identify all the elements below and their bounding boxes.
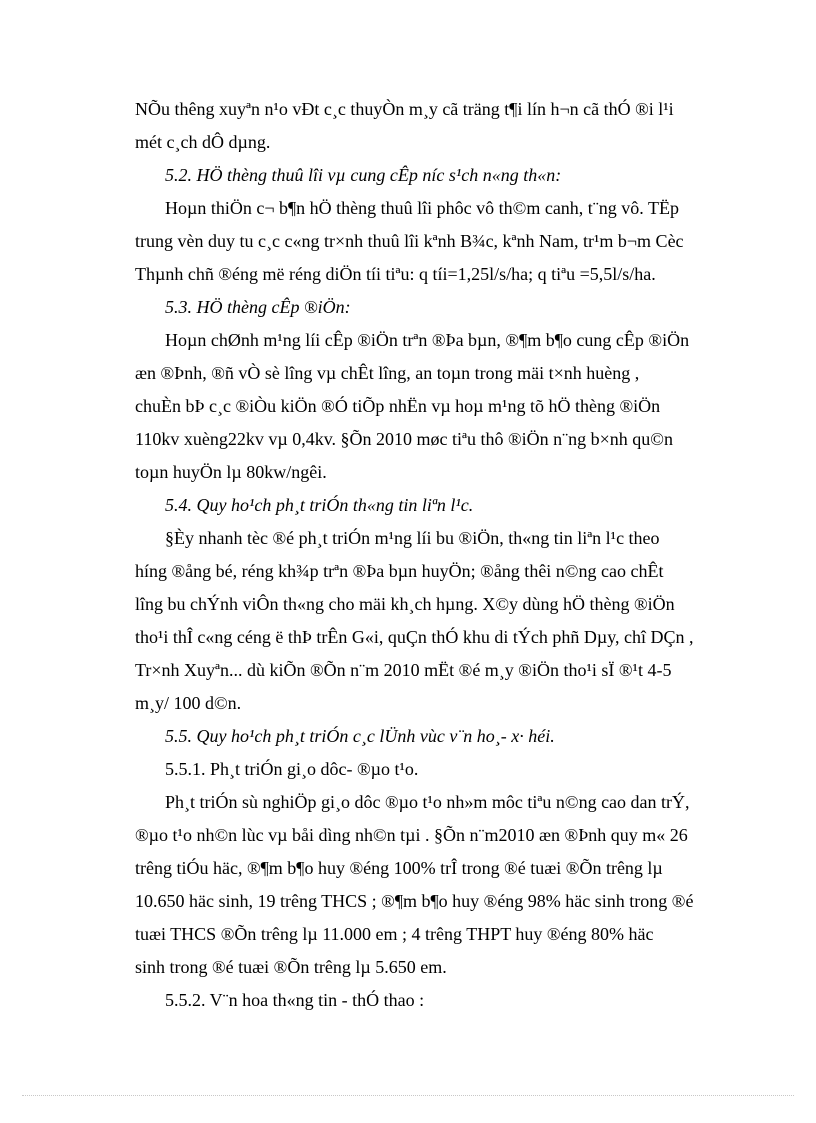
section-heading: 5.5. Quy ho¹ch ph¸t triÓn c¸c lÜnh vùc v¨n ho¸- x· héi. bbox=[165, 726, 555, 746]
subsection-heading: 5.5.2. V¨n hoa th«ng tin - thÓ thao : bbox=[165, 990, 425, 1010]
subsection-heading: 5.5.1. Ph¸t triÓn gi¸o dôc- ®µo t¹o. bbox=[165, 759, 419, 779]
paragraph-line: Hoµn chØnh m¹ng líi cÊp ®iÖn trªn ®Þa bµn, ®¶m b¶o cung cÊp ®iÖn bbox=[165, 330, 690, 350]
section-heading: 5.3. HÖ thèng cÊp ®iÖn: bbox=[165, 297, 351, 317]
paragraph-line: m¸y/ 100 d©n. bbox=[135, 693, 242, 713]
paragraph-line: mét c¸ch dÔ dµng. bbox=[135, 132, 271, 152]
paragraph-line: 10.650 häc sinh, 19 trêng THCS ; ®¶m b¶o huy ®éng 98% häc sinh trong ®é bbox=[135, 891, 694, 911]
paragraph-line: sinh trong ®é tuæi ®Õn trêng lµ 5.650 em. bbox=[135, 957, 447, 977]
paragraph-line: chuÈn bÞ c¸c ®iÒu kiÖn ®Ó tiÕp nhËn vµ hoµ m¹ng tõ hÖ thèng ®iÖn bbox=[135, 396, 661, 416]
paragraph-line: toµn huyÖn lµ 80kw/ngêi. bbox=[135, 462, 327, 482]
section-heading: 5.4. Quy ho¹ch ph¸t triÓn th«ng tin liªn l¹c. bbox=[165, 495, 474, 515]
paragraph-line: trung vèn duy tu c¸c c«ng tr×nh thuû lîi kªnh B¾c, kªnh Nam, tr¹m b¬m Cèc bbox=[135, 231, 684, 251]
paragraph-line: tuæi THCS ®Õn trêng lµ 11.000 em ; 4 trêng THPT huy ®éng 80% häc bbox=[135, 924, 654, 944]
paragraph-line: híng ®ång bé, réng kh¾p trªn ®Þa bµn huyÖn; ®ång thêi n©ng cao chÊt bbox=[135, 561, 664, 581]
paragraph-line: 110kv xuèng22kv vµ 0,4kv. §Õn 2010 møc tiªu thô ®iÖn n¨ng b×nh qu©n bbox=[135, 429, 673, 449]
paragraph-line: Hoµn thiÖn c¬ b¶n hÖ thèng thuû lîi phôc vô th©m canh, t¨ng vô. TËp bbox=[165, 198, 679, 218]
paragraph-line: §Èy nhanh tèc ®é ph¸t triÓn m¹ng líi bu ®iÖn, th«ng tin liªn l¹c theo bbox=[165, 528, 660, 548]
paragraph-line: Ph¸t triÓn sù nghiÖp gi¸o dôc ®µo t¹o nh»m môc tiªu n©ng cao dan trÝ, bbox=[165, 792, 690, 812]
paragraph-line: NÕu thêng xuyªn n¹o vÐt c¸c thuyÒn m¸y cã träng t¶i lín h¬n cã thÓ ®i l¹i bbox=[135, 99, 674, 119]
paragraph-line: lîng bu chÝnh viÔn th«ng cho mäi kh¸ch hµng. X©y dùng hÖ thèng ®iÖn bbox=[135, 594, 675, 614]
section-heading: 5.2. HÖ thèng thuû lîi vµ cung cÊp níc s¹ch n«ng th«n: bbox=[165, 165, 562, 185]
paragraph-line: trêng tiÓu häc, ®¶m b¶o huy ®éng 100% trÎ trong ®é tuæi ®Õn trêng lµ bbox=[135, 858, 663, 878]
paragraph-line: æn ®Þnh, ®ñ vÒ sè lîng vµ chÊt lîng, an toµn trong mäi t×nh huèng , bbox=[135, 363, 640, 383]
paragraph-line: ®µo t¹o nh©n lùc vµ båi dìng nh©n tµi . §Õn n¨m2010 æn ®Þnh quy m« 26 bbox=[135, 825, 688, 845]
paragraph-line: Tr×nh Xuyªn... dù kiÕn ®Õn n¨m 2010 mËt ®é m¸y ®iÖn tho¹i sÏ ®¹t 4-5 bbox=[135, 660, 672, 680]
paragraph-line: tho¹i thÎ c«ng céng ë thÞ trÊn G«i, quÇn thÓ khu di tÝch phñ Dµy, chî DÇn , bbox=[135, 627, 694, 647]
page-bottom-rule bbox=[22, 1095, 794, 1096]
paragraph-line: Thµnh chñ ®éng më réng diÖn tíi tiªu: q tíi=1,25l/s/ha; q tiªu =5,5l/s/ha. bbox=[135, 264, 656, 284]
